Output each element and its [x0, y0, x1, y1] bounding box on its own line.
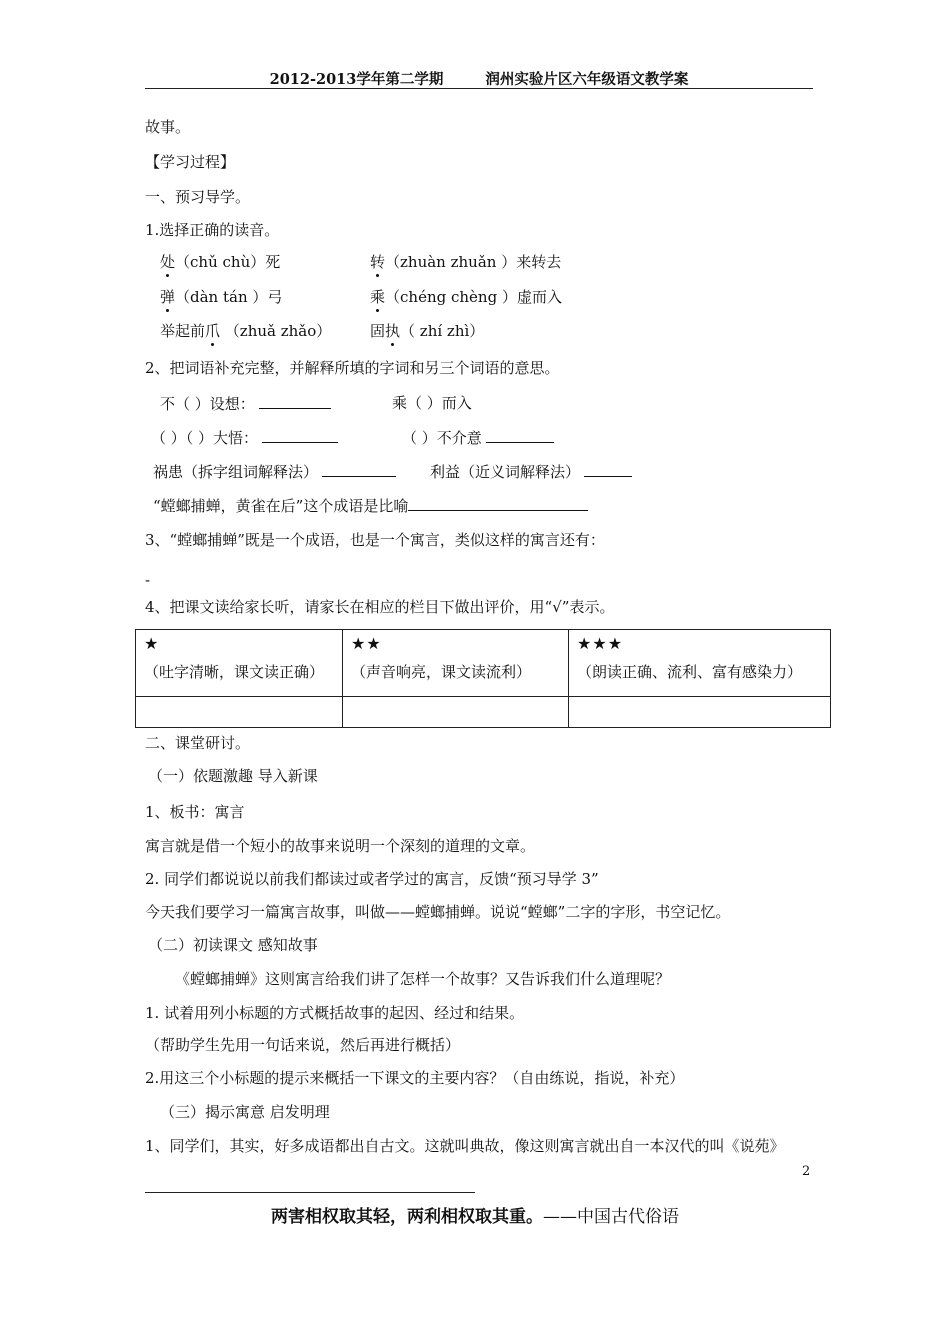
- footer-proverb: 两害相权取其轻，两利相权取其重。——中国古代俗语: [271, 1207, 679, 1227]
- intro-tail: 故事。: [145, 118, 191, 136]
- page-number: 2: [802, 1164, 811, 1179]
- rating-answer-cell[interactable]: [136, 697, 343, 728]
- dotted-char: 处: [160, 253, 176, 271]
- p2-line-8: 2.用这三个小标题的提示来概括一下课文的主要内容？（自由练说，指说，补充）: [145, 1069, 685, 1087]
- q1-item-4: 乘（chéng chèng ）虚而入: [370, 288, 562, 306]
- q2-fill-c: （ ）（ ）大悟：: [151, 427, 338, 448]
- answer-blank[interactable]: [584, 461, 632, 477]
- dotted-char: 转: [370, 253, 386, 271]
- rating-table: [135, 629, 831, 728]
- q2-fill-e: 祸患（拆字组词解释法）: [153, 461, 396, 482]
- subsection-3: （三）揭示寓意 启发明理: [160, 1103, 330, 1121]
- star-icon: ★★: [351, 634, 382, 653]
- p2-line-3: 2. 同学们都说说以前我们都读过或者学过的寓言，反馈“预习导学 3”: [145, 870, 599, 888]
- q1-title: 1.选择正确的读音。: [145, 221, 280, 239]
- part2-title: 二、课堂研讨。: [145, 734, 251, 752]
- p2-line-9: 1、同学们，其实，好多成语都出自古文。这就叫典故，像这则寓言就出自一本汉代的叫《说苑》: [145, 1137, 785, 1155]
- p2-line-2: 寓言就是借一个短小的故事来说明一个深刻的道理的文章。: [145, 837, 536, 855]
- rating-cell-1: ★ （吐字清晰，课文读正确）: [136, 630, 343, 697]
- q1-item-1: 处（chǔ chù）死: [160, 253, 281, 271]
- answer-blank[interactable]: [262, 427, 338, 443]
- footer-divider: [145, 1192, 475, 1193]
- answer-blank[interactable]: [259, 393, 331, 409]
- part1-title: 一、预习导学。: [145, 188, 251, 206]
- dotted-char: 执: [385, 322, 401, 340]
- dotted-char: 乘: [370, 288, 386, 306]
- q2-fill-a: 不（ ）设想：: [160, 393, 331, 414]
- q1-item-5: 举起前爪 （zhuǎ zhǎo）: [160, 322, 332, 340]
- subsection-1: （一）依题激趣 导入新课: [148, 767, 318, 785]
- rating-answer-cell[interactable]: [569, 697, 831, 728]
- rating-header-row: [136, 630, 831, 697]
- header-title: 润州实验片区六年级语文教学案: [485, 71, 689, 88]
- answer-blank[interactable]: [486, 427, 554, 443]
- q2-fill-f: 利益（近义词解释法）: [430, 461, 632, 482]
- q2-fill-d: （ ）不介意: [402, 427, 554, 448]
- rating-cell-3: ★★★ （朗读正确、流利、富有感染力）: [569, 630, 831, 697]
- q4-title: 4、把课文读给家长听，请家长在相应的栏目下做出评价，用“√”表示。: [145, 598, 615, 616]
- q3-title: 3、“螳螂捕蝉”既是一个成语，也是一个寓言，类似这样的寓言还有：: [145, 531, 605, 549]
- p2-line-4: 今天我们要学习一篇寓言故事，叫做——螳螂捕蝉。说说“螳螂”二字的字形，书空记忆。: [145, 903, 731, 921]
- answer-blank[interactable]: [322, 461, 396, 477]
- rating-answer-cell[interactable]: [343, 697, 569, 728]
- p2-line-6: 1. 试着用列小标题的方式概括故事的起因、经过和结果。: [145, 1004, 525, 1022]
- section-title: 【学习过程】: [145, 153, 236, 171]
- star-icon: ★★★: [577, 634, 624, 653]
- answer-blank[interactable]: [408, 495, 588, 511]
- page-header: [145, 68, 813, 89]
- p2-line-7: （帮助学生先用一句话来说，然后再进行概括）: [145, 1036, 461, 1054]
- rating-answer-row: [136, 697, 831, 728]
- q3-mark: -: [145, 571, 151, 589]
- rating-cell-2: ★★ （声音响亮，课文读流利）: [343, 630, 569, 697]
- star-icon: ★: [144, 634, 160, 653]
- dotted-char: 爪: [205, 322, 221, 340]
- q2-title: 2、把词语补充完整，并解释所填的字词和另三个词语的意思。: [145, 359, 560, 377]
- q1-item-6: 固执（ zhí zhì）: [370, 322, 485, 340]
- q2-fill-g: “螳螂捕蝉，黄雀在后”这个成语是比喻: [153, 495, 588, 516]
- q2-fill-b: 乘（ ）而入: [392, 394, 472, 412]
- subsection-2: （二）初读课文 感知故事: [148, 936, 318, 954]
- p2-line-5: 《螳螂捕蝉》这则寓言给我们讲了怎样一个故事？又告诉我们什么道理呢？: [175, 970, 671, 988]
- header-term: 2012-2013学年第二学期: [269, 71, 444, 88]
- p2-line-1: 1、板书：寓言: [145, 803, 245, 821]
- dotted-char: 弹: [160, 288, 176, 306]
- q1-item-3: 弹（dàn tán ）弓: [160, 288, 283, 306]
- q1-item-2: 转（zhuàn zhuǎn ）来转去: [370, 253, 562, 271]
